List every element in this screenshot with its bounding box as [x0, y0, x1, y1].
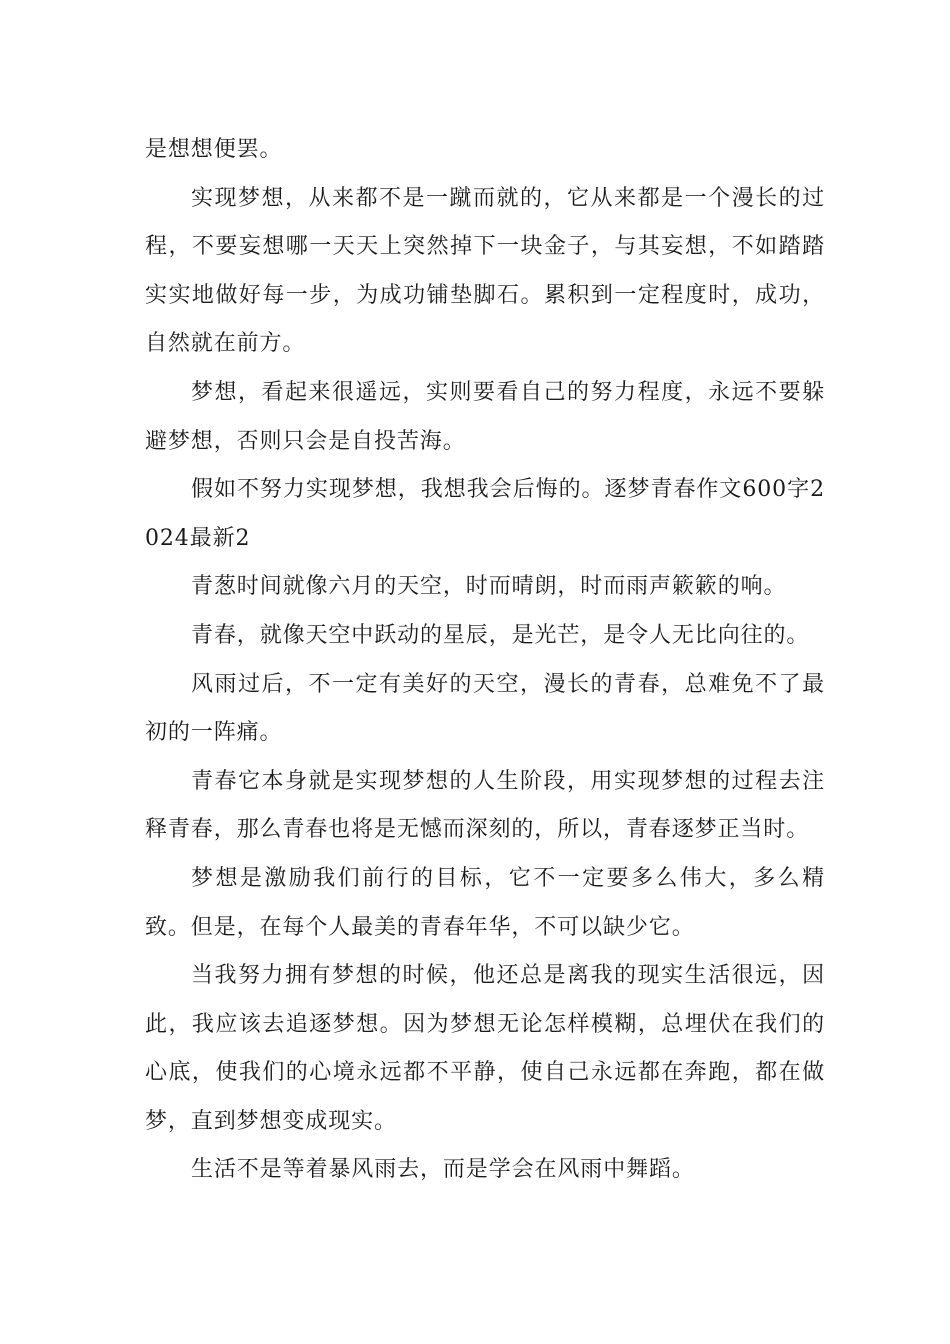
document-body: [145, 126, 825, 1195]
paragraph-3: 梦想，看起来很遥远，实则要看自己的努力程度，永远不要躲避梦想，否则只会是自投苦海。: [145, 379, 825, 454]
paragraph-4: 假如不努力实现梦想，我想我会后悔的。逐梦青春作文600字2024最新2: [145, 477, 825, 551]
paragraph-7: 风雨过后，不一定有美好的天空，漫长的青春，总难免不了最初的一阵痛。: [145, 671, 825, 746]
paragraph-2: 实现梦想，从来都不是一蹴而就的，它从来都是一个漫长的过程，不要妄想哪一天天上突然掉下一块金子，与其妄想，不如踏踏实实地做好每一步，为成功铺垫脚石。累积到一定程度时，成功，自然就在前方。: [145, 185, 825, 357]
paragraph-6: 青春，就像天空中跃动的星辰，是光芒，是令人无比向往的。: [191, 622, 810, 648]
paragraph-8: 青春它本身就是实现梦想的人生阶段，用实现梦想的过程去注释青春，那么青春也将是无憾而深刻的，所以，青春逐梦正当时。: [145, 768, 825, 843]
paragraph-5: 青葱时间就像六月的天空，时而晴朗，时而雨声簌簌的响。: [191, 574, 787, 600]
paragraph-10: 当我努力拥有梦想的时候，他还总是离我的现实生活很远，因此，我应该去追逐梦想。因为梦想无论怎样模糊，总埋伏在我们的心底，使我们的心境永远都不平静，使自己永远都在奔跑，都在做梦，直到梦想变成现实。: [145, 963, 825, 1134]
paragraph-9: 梦想是激励我们前行的目标，它不一定要多么伟大，多么精致。但是，在每个人最美的青春年华，不可以缺少它。: [145, 865, 825, 940]
paragraph-1: 是想想便罢。: [145, 137, 283, 162]
paragraph-11: 生活不是等着暴风雨去，而是学会在风雨中舞蹈。: [191, 1157, 695, 1183]
